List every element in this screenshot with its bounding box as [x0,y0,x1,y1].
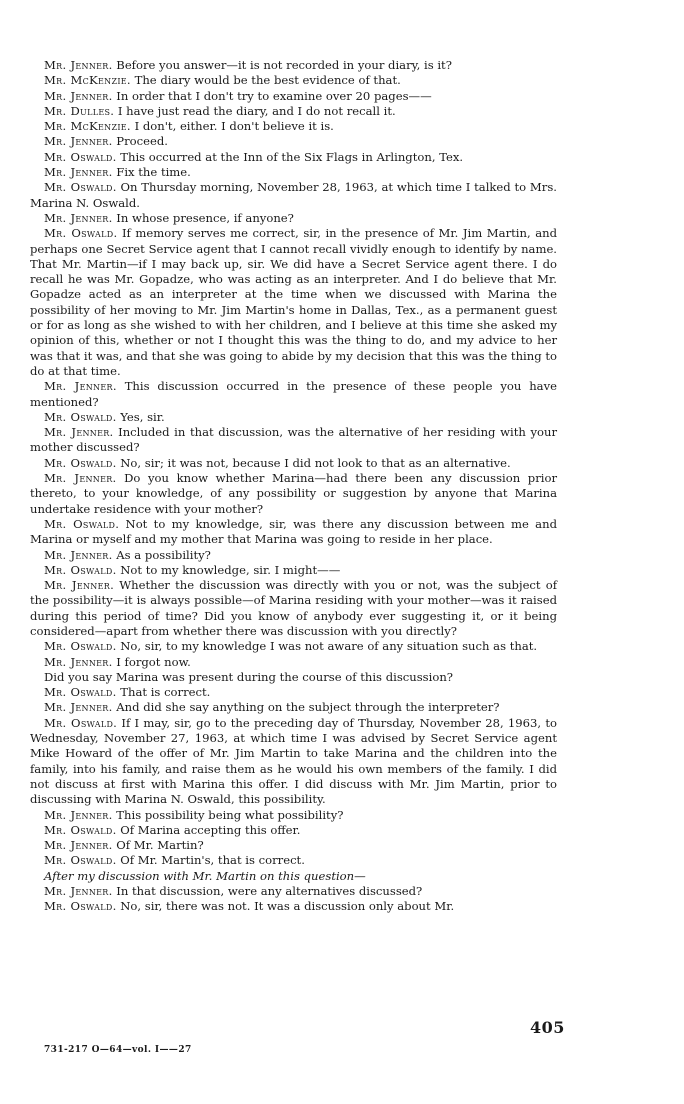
speaker-label: Mr. Jenner. [44,379,117,394]
speech-text: Fix the time. [112,165,191,180]
speaker-label: Mr. Jenner. [44,654,113,669]
speech-text: I have just read the diary, and I do not recall it. [114,103,396,118]
speech-text: In whose presence, if anyone? [112,210,294,225]
speech-text: Yes, sir. [116,409,165,424]
speaker-label: Mr. Jenner. [44,210,113,225]
transcript-paragraph [30,700,557,715]
speech-text: This discussion occurred in the presence of these people you have mentioned? [30,379,557,409]
transcript-paragraph [30,410,557,425]
transcript-paragraph [30,425,557,456]
speaker-label: Mr. McKenzie. [44,119,131,134]
speaker-label: Mr. Oswald. [44,853,117,868]
speaker-label: Mr. Jenner. [44,547,113,562]
transcript-paragraph [30,884,557,899]
speaker-label: Mr. Oswald. [44,149,117,164]
transcript-paragraph [30,853,557,868]
speech-text: This occurred at the Inn of the Six Flags in Arlington, Tex. [116,149,464,164]
speech-text: Not to my knowledge, sir. I might—— [116,562,341,577]
speech-text: And did she say anything on the subject through the interpreter? [112,700,500,715]
transcript-body [30,58,557,915]
speaker-label: Mr. Dulles. [44,103,115,118]
speech-text: The diary would be the best evidence of that. [130,73,401,88]
speech-text: No, sir; it was not, because I did not look to that as an alternative. [116,455,511,470]
speaker-label: Mr. Oswald. [44,226,118,241]
transcript-paragraph [30,639,557,654]
footer-code: 731-217 O—64—vol. I——27 [44,1045,192,1055]
speaker-label: Mr. Oswald. [44,685,117,700]
transcript-paragraph [30,379,557,410]
speech-text: That is correct. [116,685,211,700]
speaker-label: Mr. Oswald. [44,180,117,195]
transcript-paragraph [30,808,557,823]
speech-text: If memory serves me correct, sir, in the presence of Mr. Jim Martin, and perhaps one Secret Service agent that I cannot recall vividly enough to identify by name. That Mr. Martin—if I may back up, sir. We did have a Secret Service agent there. I do recall he was Mr. Gopadze, who was acting as an interpreter. And I do believe that Mr. Gopadze acted as an interpreter at the time when we discussed with Marina the possibility of her moving to Mr. Jim Martin's home in Dallas, Tex., as a permanent guest or for as long as she wished to with her children, and I believe at this time she asked my opinion of this, whether or not I thought this was the thing to do, and my advice to her was that it was, and that she was going to abide by my decision that this was the thing to do at that time. [30,226,557,378]
transcript-paragraph [30,226,557,379]
transcript-paragraph [30,563,557,578]
speech-text: Proceed. [112,134,168,149]
speaker-label: Mr. Jenner. [44,425,114,440]
speaker-label: Mr. Jenner. [44,838,113,853]
speaker-label: Mr. Oswald. [44,455,117,470]
transcript-paragraph [30,150,557,165]
transcript-paragraph [30,869,557,884]
speech-text: In that discussion, were any alternatives discussed? [112,884,423,899]
transcript-paragraph [30,180,557,211]
transcript-paragraph [30,471,557,517]
speaker-label: Mr. Jenner. [44,471,117,486]
transcript-paragraph [30,899,557,914]
transcript-paragraph [30,578,557,639]
speaker-label: Mr. Jenner. [44,807,113,822]
speaker-label: Mr. Jenner. [44,134,113,149]
transcript-paragraph [30,134,557,149]
speaker-label: Mr. Jenner. [44,165,113,180]
speaker-label: Mr. Oswald. [44,822,117,837]
speech-text: Did you say Marina was present during the course of this discussion? [44,669,454,684]
speech-text: Before you answer—it is not recorded in your diary, is it? [112,58,452,72]
speaker-label: Mr. Jenner. [44,58,113,72]
speech-text: Of Marina accepting this offer. [116,822,301,837]
speaker-label: Mr. Oswald. [44,516,120,531]
speech-text: No, sir, there was not. It was a discussion only about Mr. [116,899,455,914]
transcript-paragraph [30,548,557,563]
speaker-label: Mr. McKenzie. [44,73,131,88]
transcript-paragraph [30,89,557,104]
speech-text: No, sir, to my knowledge I was not aware of any situation such as that. [116,639,538,654]
transcript-paragraph [30,104,557,119]
speech-text: Of Mr. Martin? [112,838,204,853]
speaker-label: Mr. Oswald. [44,639,117,654]
transcript-paragraph [30,838,557,853]
speech-text: On Thursday morning, November 28, 1963, at which time I talked to Mrs. Marina N. Oswald. [30,180,557,210]
speech-text: Included in that discussion, was the alternative of her residing with your mother discussed? [30,425,557,455]
speech-text: I forgot now. [112,654,191,669]
speaker-label: Mr. Oswald. [44,899,117,914]
speech-text: As a possibility? [112,547,211,562]
transcript-paragraph [30,716,557,808]
speech-text: I don't, either. I don't believe it is. [130,119,334,134]
speech-text: Whether the discussion was directly with you or not, was the subject of the possibility—it is always possible—of Marina residing with your mother—was it raised during this period of time? Did you know of anybody ever suggesting it, or it being considered—apart from whether there was discussion with you directly? [30,578,557,638]
transcript-paragraph [30,73,557,88]
speaker-label: Mr. Oswald. [44,715,118,730]
speech-text: If I may, sir, go to the preceding day of Thursday, November 28, 1963, to Wednesday, November 27, 1963, at which time I was advised by Secret Service agent Mike Howard of the offer of Mr. Jim Martin to take Marina and the children into the family, into his family, and raise them as he would his own members of the family. I did not discuss at first with Marina this offer. I did discuss with Mr. Jim Martin, prior to discussing with Marina N. Oswald, this possibility. [30,715,557,807]
speaker-label: Mr. Oswald. [44,562,117,577]
speech-text: After my discussion with Mr. Martin on this question— [44,868,366,883]
transcript-paragraph [30,655,557,670]
transcript-paragraph [30,670,557,685]
transcript-paragraph [30,58,557,73]
speaker-label: Mr. Jenner. [44,884,113,899]
transcript-paragraph [30,119,557,134]
speech-text: In order that I don't try to examine over 20 pages—— [112,88,432,103]
transcript-paragraph [30,685,557,700]
page-number: 405 [530,1018,565,1037]
speaker-label: Mr. Jenner. [44,578,115,593]
speaker-label: Mr. Jenner. [44,88,113,103]
speech-text: This possibility being what possibility? [112,807,344,822]
speech-text: Not to my knowledge, sir, was there any discussion between me and Marina or myself and my mother that Marina was going to reside in her place. [30,516,557,547]
transcript-paragraph [30,211,557,226]
speaker-label: Mr. Oswald. [44,409,117,424]
speaker-label: Mr. Jenner. [44,700,113,715]
transcript-paragraph [30,456,557,471]
speech-text: Do you know whether Marina—had there been any discussion prior thereto, to your knowledge, of any possibility or suggestion by anyone that Marina undertake residence with your mother? [30,471,558,516]
speech-text: Of Mr. Martin's, that is correct. [116,853,305,868]
transcript-paragraph [30,517,557,548]
transcript-paragraph [30,165,557,180]
transcript-paragraph [30,823,557,838]
